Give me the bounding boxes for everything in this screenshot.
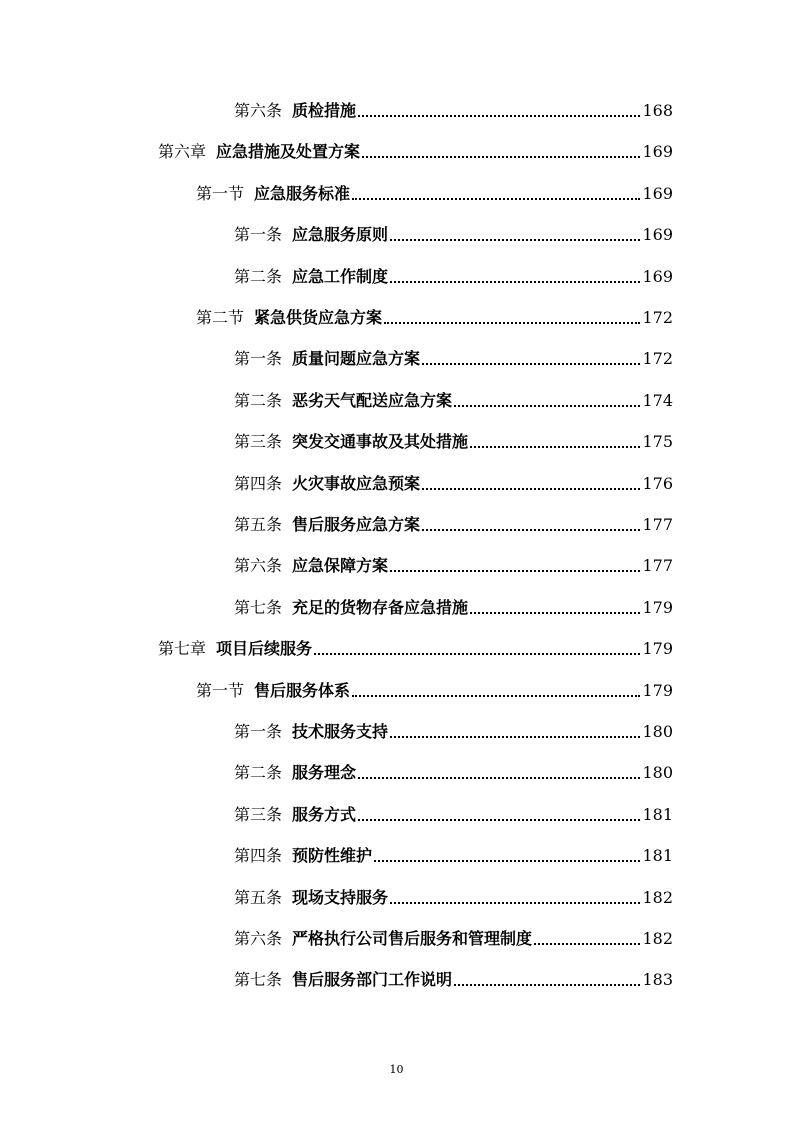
dot-leader [352,695,640,697]
dot-leader [390,239,640,241]
dot-leader [422,529,640,531]
toc-entry[interactable] [158,631,673,659]
toc-entry[interactable] [234,755,673,783]
toc-entry-page: 177 [642,556,673,576]
page-number: 10 [389,1063,404,1076]
dot-leader [390,570,640,572]
toc-entry-title: 应急服务原则 [292,225,389,245]
toc-entry[interactable] [234,259,673,287]
toc-entry-label: 第一条 [234,722,283,741]
toc-entry-title: 售后服务部门工作说明 [292,970,453,990]
toc-entry[interactable] [234,797,673,825]
toc-entry[interactable] [234,880,673,908]
toc-entry-label: 第二条 [234,763,283,783]
toc-entry-label: 第一节 [196,680,245,700]
dot-leader [470,612,640,614]
dot-leader [470,446,640,448]
toc-entry[interactable] [196,176,673,204]
toc-entry-title: 项目后续服务 [216,639,313,659]
toc-entry[interactable] [234,838,673,866]
toc-entry-page: 179 [642,639,673,659]
toc-entry[interactable] [158,134,673,162]
toc-entry-title: 紧急供货应急方案 [254,308,383,327]
toc-entry-label: 第四条 [234,846,283,866]
toc-entry-label: 第七章 [158,639,207,659]
toc-entry-title: 技术服务支持 [292,722,389,741]
toc-entry-page: 168 [642,101,673,120]
toc-entry[interactable] [234,341,673,369]
toc-entry-page: 172 [642,308,673,327]
toc-entry-label: 第四条 [234,473,283,493]
dot-leader [374,860,640,862]
dot-leader [352,198,640,200]
toc-entry-title: 应急措施及处置方案 [216,142,361,162]
toc-entry-label: 第二条 [234,266,283,286]
toc-entry[interactable] [234,548,673,576]
toc-entry-page: 180 [642,763,673,783]
toc-entry-label: 第三条 [234,804,283,824]
toc-entry-label: 第六章 [158,142,207,162]
toc-entry-title: 充足的货物存备应急措施 [292,597,469,617]
toc-entry-title: 售后服务应急方案 [292,515,421,534]
toc-entry-label: 第一条 [234,349,283,369]
dot-leader [358,819,640,821]
toc-entry[interactable] [196,300,673,328]
toc-entry[interactable] [234,217,673,245]
toc-entry-page: 179 [642,597,673,617]
toc-entry-label: 第五条 [234,515,283,534]
toc-entry[interactable] [234,962,673,990]
toc-entry-title: 应急保障方案 [292,556,389,576]
toc-entry-page: 175 [642,432,673,452]
dot-leader [358,115,640,117]
toc-entry-page: 182 [642,929,673,948]
toc-entry-label: 第六条 [234,101,283,120]
toc-entry-title: 售后服务体系 [254,680,351,700]
toc-entry-title: 现场支持服务 [292,887,389,907]
dot-leader [384,322,640,324]
toc-entry-page: 172 [642,349,673,369]
dot-leader [390,902,640,904]
toc-entry[interactable] [234,383,673,411]
toc-entry-title: 质检措施 [292,101,357,120]
toc-entry[interactable] [234,921,673,949]
toc-entry-label: 第二条 [234,390,283,410]
toc-entry-page: 169 [642,225,673,245]
toc-entry-title: 火灾事故应急预案 [292,473,421,493]
dot-leader [422,488,640,490]
toc-entry-page: 169 [642,142,673,162]
toc-entry-label: 第一条 [234,225,283,245]
toc-entry[interactable] [234,714,673,742]
toc-entry-page: 181 [642,846,673,866]
dot-leader [454,984,640,986]
toc-entry-page: 177 [642,515,673,534]
dot-leader [422,363,640,365]
toc-entry-title: 严格执行公司售后服务和管理制度 [292,929,533,948]
toc-entry-page: 174 [642,390,673,410]
toc-entry-label: 第七条 [234,970,283,990]
toc-entry-page: 169 [642,183,673,203]
toc-entry-page: 176 [642,473,673,493]
toc-entry-title: 服务理念 [292,763,357,783]
toc-entry-title: 应急工作制度 [292,266,389,286]
dot-leader [534,943,640,945]
toc-entry-label: 第五条 [234,887,283,907]
toc-entry[interactable] [234,466,673,494]
toc-entry[interactable] [234,507,673,535]
dot-leader [362,156,640,158]
toc-entry-label: 第一节 [196,183,245,203]
toc-entry[interactable] [196,673,673,701]
toc-entry[interactable] [234,424,673,452]
toc-entry-label: 第二节 [196,308,245,327]
toc-entry-title: 预防性维护 [292,846,373,866]
toc-entry-page: 169 [642,266,673,286]
toc-entry-page: 183 [642,970,673,990]
toc-entry-title: 恶劣天气配送应急方案 [292,390,453,410]
dot-leader [390,736,640,738]
toc-entry[interactable] [234,93,673,121]
toc-entry-label: 第七条 [234,597,283,617]
toc-entry-page: 181 [642,804,673,824]
toc-entry-label: 第六条 [234,929,283,948]
toc-entry-page: 182 [642,887,673,907]
toc-entry[interactable] [234,590,673,618]
toc-entry-page: 179 [642,680,673,700]
dot-leader [358,777,640,779]
toc-entry-label: 第六条 [234,556,283,576]
toc-entry-title: 服务方式 [292,804,357,824]
toc-entry-title: 质量问题应急方案 [292,349,421,369]
dot-leader [390,281,640,283]
toc-entry-page: 180 [642,722,673,741]
dot-leader [454,405,640,407]
dot-leader [314,653,640,655]
toc-entry-title: 突发交通事故及其处措施 [292,432,469,452]
toc-entry-label: 第三条 [234,432,283,452]
toc-entry-title: 应急服务标准 [254,183,351,203]
